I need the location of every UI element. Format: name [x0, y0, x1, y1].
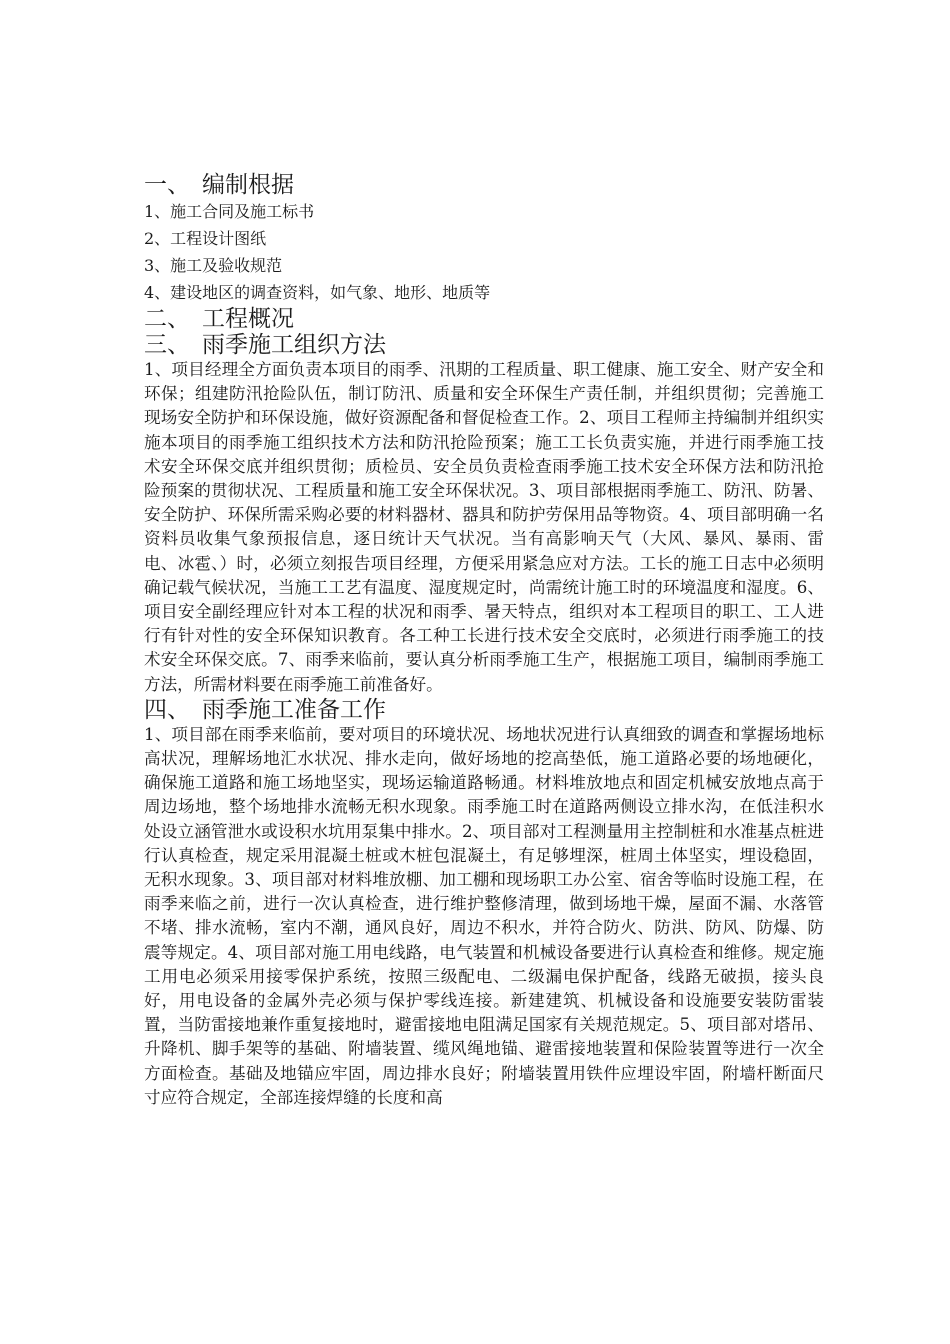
document-page: [144, 172, 824, 1110]
section-heading-2: [144, 306, 824, 332]
list-item: 2、工程设计图纸: [144, 229, 267, 248]
list-item: 1、施工合同及施工标书: [144, 202, 315, 221]
section-title: 雨季施工准备工作: [202, 696, 386, 723]
section-number: 一、: [144, 172, 190, 198]
section-number: 四、: [144, 696, 190, 723]
body-paragraph: 1、项目部在雨季来临前，要对项目的环境状况、场地状况进行认真细致的调查和掌握场地标高状况，理解场地汇水状况、排水走向，做好场地的挖高垫低，施工道路必要的场地硬化，确保施工道路和施工场地坚实，现场运输道路畅通。材料堆放地点和固定机械安放地点高于周边场地，整个场地排水流畅无积水现象。雨季施工时在道路两侧设立排水沟，在低洼积水处设立涵管泄水或设积水坑用泵集中排水。2、项目部对工程测量用主控制桩和水准基点桩进行认真检查，规定采用混凝土桩或木桩包混凝土，有足够埋深，桩周土体坚实，埋设稳固，无积水现象。3、项目部对材料堆放棚、加工棚和现场职工办公室、宿舍等临时设施工程，在雨季来临之前，进行一次认真检查，进行维护整修清理，做到场地干燥，屋面不漏、水落管不堵、排水流畅，室内不潮，通风良好，周边不积水，并符合防火、防洪、防风、防爆、防震等规定。4、项目部对施工用电线路，电气装置和机械设备要进行认真检查和维修。规定施工用电必须采用接零保护系统，按照三级配电、二级漏电保护配备，线路无破损，接头良好，用电设备的金属外壳必须与保护零线连接。新建建筑、机械设备和设施要安装防雷装置，当防雷接地兼作重复接地时，避雷接地电阻满足国家有关规范规定。5、项目部对塔吊、升降机、脚手架等的基础、附墙装置、缆风绳地锚、避雷接地装置和保险装置等进行一次全方面检查。基础及地锚应牢固，周边排水良好；附墙装置用铁件应埋设牢固，附墙杆断面尺寸应符合规定，全部连接焊缝的长度和高: [144, 724, 824, 1107]
section-title: 工程概况: [202, 306, 294, 332]
list-item: 4、建设地区的调查资料，如气象、地形、地质等: [144, 283, 491, 302]
section-heading-1: [144, 172, 824, 198]
section-number: 二、: [144, 306, 190, 332]
list-item: 3、施工及验收规范: [144, 256, 283, 275]
section-number: 三、: [144, 332, 190, 358]
section-heading-4: [144, 697, 824, 723]
body-paragraph: 1、项目经理全方面负责本项目的雨季、汛期的工程质量、职工健康、施工安全、财产安全和环保；组建防汛抢险队伍，制订防汛、质量和安全环保生产责任制，并组织贯彻；完善施工现场安全防护和环保设施，做好资源配备和督促检查工作。2、项目工程师主持编制并组织实施本项目的雨季施工组织技术方法和防汛抢险预案；施工工长负责实施，并进行雨季施工技术安全环保交底并组织贯彻；质检员、安全员负责检查雨季施工技术安全环保方法和防汛抢险预案的贯彻状况、工程质量和施工安全环保状况。3、项目部根据雨季施工、防汛、防暑、安全防护、环保所需采购必要的材料器材、器具和防护劳保用品等物资。4、项目部明确一名资料员收集气象预报信息，逐日统计天气状况。当有高影响天气（大风、暴风、暴雨、雷电、冰雹、）时，必须立刻报告项目经理，方便采用紧急应对方法。工长的施工日志中必须明确记载气候状况，当施工工艺有温度、湿度规定时，尚需统计施工时的环境温度和湿度。6、项目安全副经理应针对本工程的状况和雨季、暑天特点，组织对本工程项目的职工、工人进行有针对性的安全环保知识教育。各工种工长进行技术安全交底时，必须进行雨季施工的技术安全环保交底。7、雨季来临前，要认真分析雨季施工生产，根据施工项目，编制雨季施工方法，所需材料要在雨季施工前准备好。: [144, 360, 824, 694]
section-heading-3: [144, 332, 824, 358]
section-title: 编制根据: [202, 172, 294, 198]
section-title: 雨季施工组织方法: [202, 332, 386, 358]
